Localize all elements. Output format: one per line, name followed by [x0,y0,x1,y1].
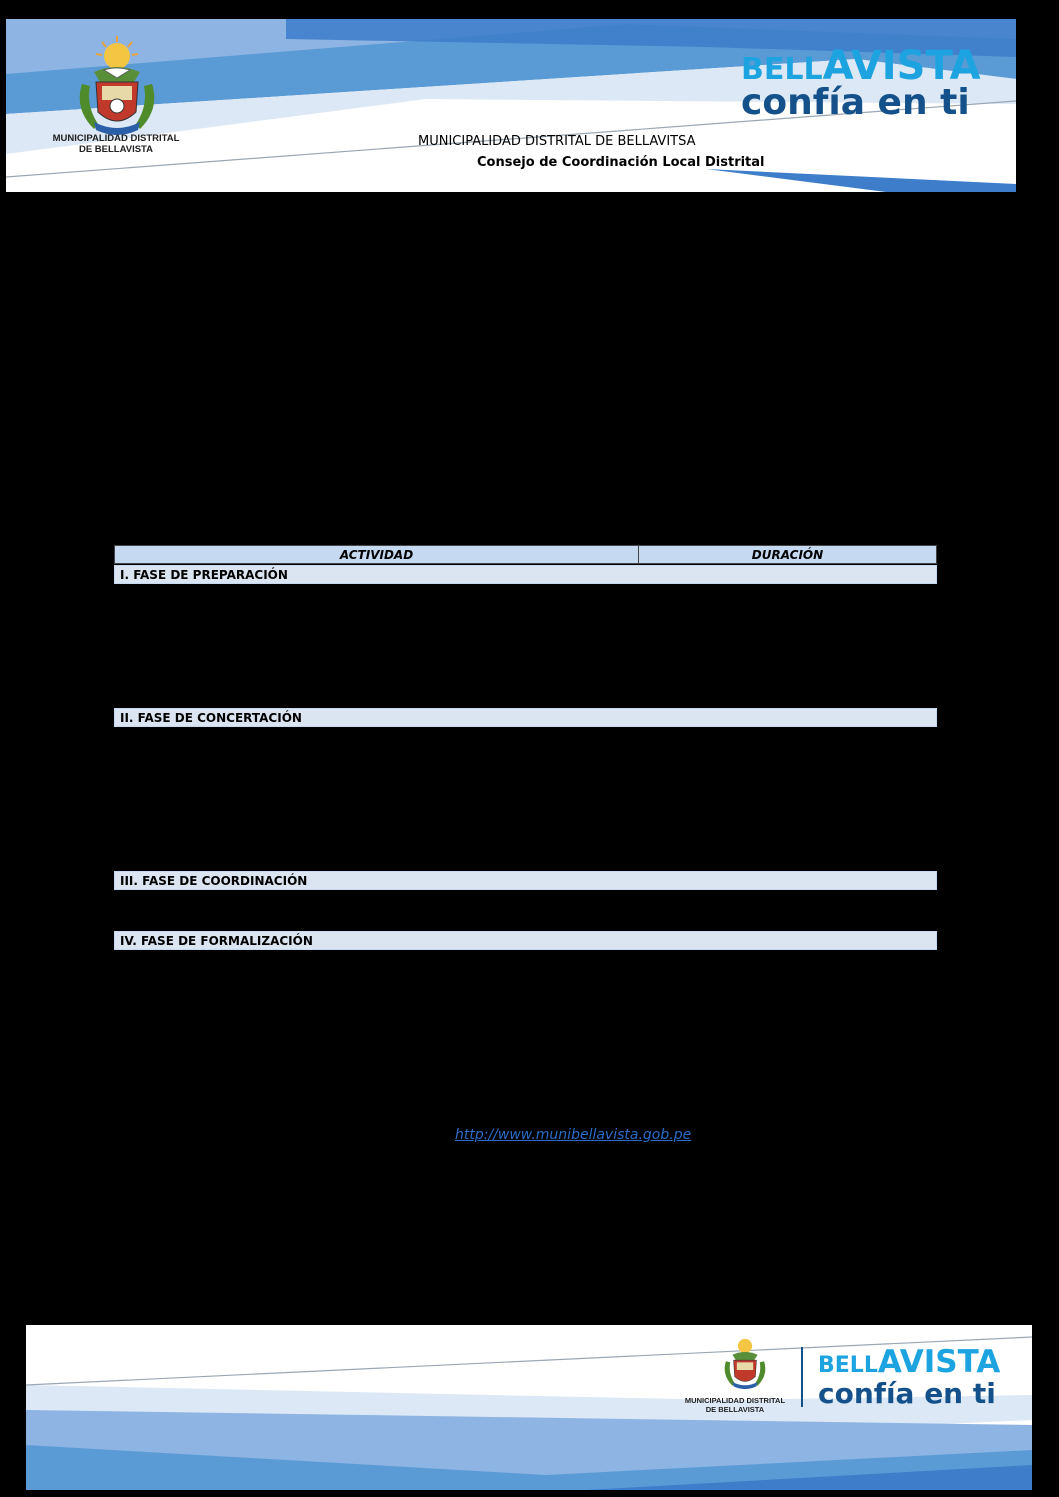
phase-row-concertation: II. FASE DE CONCERTACIÓN [114,708,937,727]
header-title: MUNICIPALIDAD DISTRITAL DE BELLAVITSA [418,134,696,149]
footer-crest-icon [706,1334,784,1394]
header-brand-bell: BELL [741,52,823,87]
header-logo-caption-line1: MUNICIPALIDAD DISTRITAL [52,133,180,144]
page-header [6,19,1016,192]
phase-row-formalization: IV. FASE DE FORMALIZACIÓN [114,931,937,950]
footer-brand-bell: BELL [818,1353,878,1378]
header-brand-avista: AVISTA [822,43,981,89]
footer-brand-tagline: confía en ti [818,1377,996,1410]
table-header-row [114,545,937,564]
footer-brand-logo [818,1344,1032,1410]
column-header-activity: ACTIVIDAD [115,546,639,563]
municipal-crest-icon [64,34,170,144]
column-header-duration: DURACIÓN [751,548,824,562]
phase-row-coordination: III. FASE DE COORDINACIÓN [114,871,937,890]
page-footer [26,1325,1032,1490]
footer-brand-divider [801,1347,803,1407]
footer-brand-name [818,1344,1032,1381]
header-brand-tagline: confía en ti [741,82,970,123]
header-logo-caption [26,133,206,155]
header-brand-logo [741,43,1011,123]
footer-logo-caption-line2: DE BELLAVISTA [705,1405,765,1414]
footer-logo-caption-line1: MUNICIPALIDAD DISTRITAL [684,1396,786,1405]
header-logo-caption-line2: DE BELLAVISTA [78,144,154,155]
header-subtitle: Consejo de Coordinación Local Distrital [477,155,765,170]
website-link[interactable]: http://www.munibellavista.gob.pe [455,1127,692,1143]
footer-logo-caption [666,1396,804,1414]
footer-brand-avista: AVISTA [877,1344,1001,1380]
phase-row-preparation: I. FASE DE PREPARACIÓN [114,565,937,584]
